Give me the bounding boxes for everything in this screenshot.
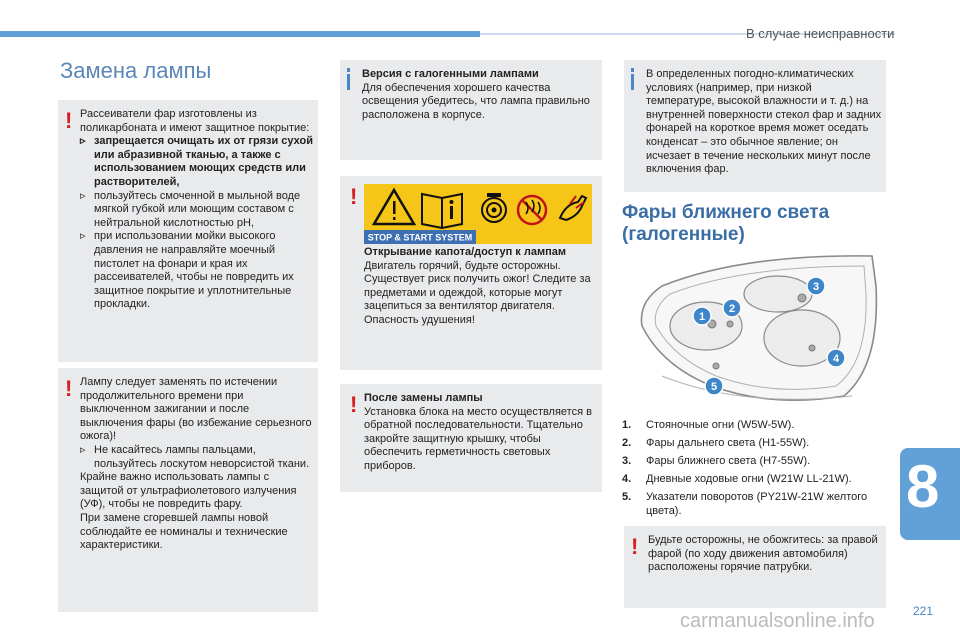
warning-exclamation-icon: ! (350, 184, 358, 209)
box-text: Для обеспечения хорошего качества освещения убедитесь, что лампа правильно расположена в корпусе. (362, 81, 590, 121)
warning-text: Будьте осторожны, не обожгитесь: за правой фарой (по ходу движения автомобиля) расположены горячие патрубки. (648, 534, 878, 574)
svg-text:1: 1 (698, 311, 706, 323)
warning-exclamation-icon: ! (65, 108, 73, 133)
legend-row: 3. Фары ближнего света (H7-55W). (622, 455, 811, 467)
polycarbonate-warning-box (58, 100, 318, 362)
marker-2 (723, 299, 741, 317)
svg-text:3: 3 (812, 281, 820, 293)
box-text: Установка блока на место осуществляется в обратной последовательности. Тщательно закройте защитную крышку, чтобы обеспечить герметичность световых приборов. (364, 405, 592, 472)
condensation-info-box (624, 60, 886, 192)
stop-start-label: STOP & START SYSTEM (367, 232, 473, 243)
info-icon (347, 68, 350, 90)
paragraph: Крайне важно использовать лампы с защитой от ультрафиолетового излучения (УФ), чтобы не повредить фару. (80, 471, 297, 511)
list-item: ▹ Не касайтесь лампы пальцами, пользуйтесь лоскутом неворсистой ткани. (80, 443, 310, 470)
list-item: ▹ при использовании мойки высокого давления не направляйте моечный пистолет на фонари и края их рассеивателей, чтобы не повредить их защитное покрытие и уплотнительные прокладки. (80, 230, 294, 311)
header-accent-bar (0, 31, 480, 37)
box-text: Двигатель горячий, будьте осторожны. Существует риск получить ожог! Следите за предметами и одеждой, которые могут зацепиться за вентилятор двигателя. Опасность удушения! (364, 259, 591, 326)
warning-exclamation-icon: ! (65, 376, 73, 401)
paragraph: Лампу следует заменять по истечении продолжительного времени при выключенном зажигании и после выключения фары (во избежание серьезного ожога)! (80, 376, 312, 443)
page-title: Замена лампы (60, 58, 212, 83)
svg-text:5: 5 (710, 381, 718, 393)
warning-exclamation-icon: ! (631, 534, 639, 559)
list-item: ▹ пользуйтесь смоченной в мыльной воде мягкой губкой или моющим составом с нейтральной кислотностью pH, (80, 189, 301, 229)
warning-pictograms (364, 184, 592, 244)
bullet-icon: ▹ (80, 230, 86, 243)
legend-row: 1. Стояночные огни (W5W-5W). (622, 419, 795, 431)
info-text: В определенных погодно-климатических условиях (например, при низкой температуре, высокой влажности и т. д.) на внутренней поверхности стекол фар и задних фонарей на короткое время может оседать конденсат – это обычное явление; он исчезает в течение нескольких минут после включения фар. (646, 68, 882, 176)
info-icon (631, 68, 634, 90)
after-replacement-box (340, 384, 602, 492)
bulb-change-warning-box (58, 368, 318, 612)
marker-1 (693, 307, 711, 325)
bullet-icon: ▹ (80, 443, 86, 456)
page-number: 221 (913, 604, 934, 618)
hot-pipes-warning-box (624, 526, 886, 608)
bullet-icon: ▹ (80, 135, 86, 148)
paragraph: При замене сгоревшей лампы новой соблюдайте ее номиналы и технические характеристики. (80, 511, 288, 552)
chapter-number: 8 (906, 453, 940, 520)
list-item: ▹ запрещается очищать их от грязи сухой или абразивной тканью, а также с использованием моющих средств или растворителей, (80, 135, 313, 188)
section-heading: Фары ближнего света (галогенные) (622, 202, 830, 245)
svg-text:2: 2 (728, 303, 736, 315)
marker-3 (807, 277, 825, 295)
hood-warning-box (340, 176, 602, 370)
warning-exclamation-icon: ! (350, 392, 358, 417)
bulb-legend (622, 418, 892, 522)
section-title: В случае неисправности (746, 26, 895, 41)
box-title: После замены лампы (364, 392, 483, 404)
legend-row: 4. Дневные ходовые огни (W21W LL-21W). (622, 473, 852, 485)
legend-row: 5. Указатели поворотов (PY21W-21W желтого цвета). (622, 491, 868, 517)
watermark: carmanualsonline.info (680, 610, 875, 632)
svg-text:4: 4 (832, 353, 840, 365)
intro-text: Рассеиватели фар изготовлены из поликарбоната и имеют защитное покрытие: (80, 108, 310, 134)
box-title: Версия с галогенными лампами (362, 68, 539, 80)
halogen-info-box (340, 60, 602, 160)
marker-5 (705, 377, 723, 395)
legend-row: 2. Фары дальнего света (H1-55W). (622, 437, 810, 449)
marker-4 (827, 349, 845, 367)
headlamp-diagram (622, 246, 890, 412)
box-title: Открывание капота/доступ к лампам (364, 246, 567, 258)
bullet-icon: ▹ (80, 189, 86, 202)
